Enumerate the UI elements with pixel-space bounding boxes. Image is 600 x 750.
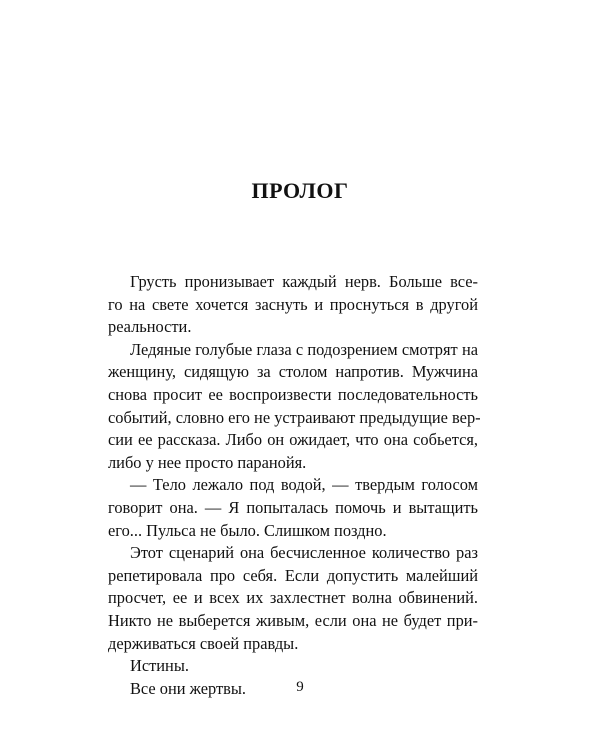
- text-line: — Тело лежало под водой, — твердым голосом: [130, 475, 478, 495]
- paragraph: [108, 474, 478, 542]
- paragraph: [108, 271, 478, 339]
- text-line: снова просит ее воспроизвести последовательность: [108, 384, 478, 404]
- paragraph: [108, 339, 481, 475]
- chapter-title: ПРОЛОГ: [251, 178, 349, 203]
- text-line: Все они жертвы.: [130, 678, 246, 698]
- text-line: событий, словно его не устраивают предыдущие вер-: [108, 407, 481, 427]
- text-line: Этот сценарий она бесчисленное количество раз: [130, 543, 478, 563]
- text-line: просчет, ее и всех их захлестнет волна обвинений.: [108, 588, 478, 608]
- text-line: Грусть пронизывает каждый нерв. Больше все-: [130, 272, 478, 291]
- page-number: 9: [296, 679, 304, 695]
- paragraph: [108, 542, 478, 655]
- text-line: Истины.: [130, 656, 189, 676]
- text-line: Никто не выберется живым, если она не будет при-: [108, 610, 478, 630]
- text-line: сии ее рассказа. Либо он ожидает, что она собьется,: [108, 430, 478, 450]
- text-line: Ледяные голубые глаза с подозрением смотрят на: [130, 339, 478, 359]
- text-line: реальности.: [108, 317, 192, 337]
- text-line: репетировала про себя. Если допустить малейший: [108, 565, 478, 585]
- text-line: говорит она. — Я попыталась помочь и вытащить: [108, 497, 478, 517]
- text-line: его... Пульса не было. Слишком поздно.: [108, 520, 387, 540]
- body-text: [108, 271, 481, 700]
- text-line: го на свете хочется заснуть и проснуться в другой: [108, 294, 478, 314]
- text-line: либо у нее просто паранойя.: [108, 452, 307, 472]
- text-line: держиваться своей правды.: [108, 633, 299, 653]
- paragraph: [108, 655, 478, 678]
- text-line: женщину, сидящую за столом напротив. Мужчина: [108, 362, 478, 382]
